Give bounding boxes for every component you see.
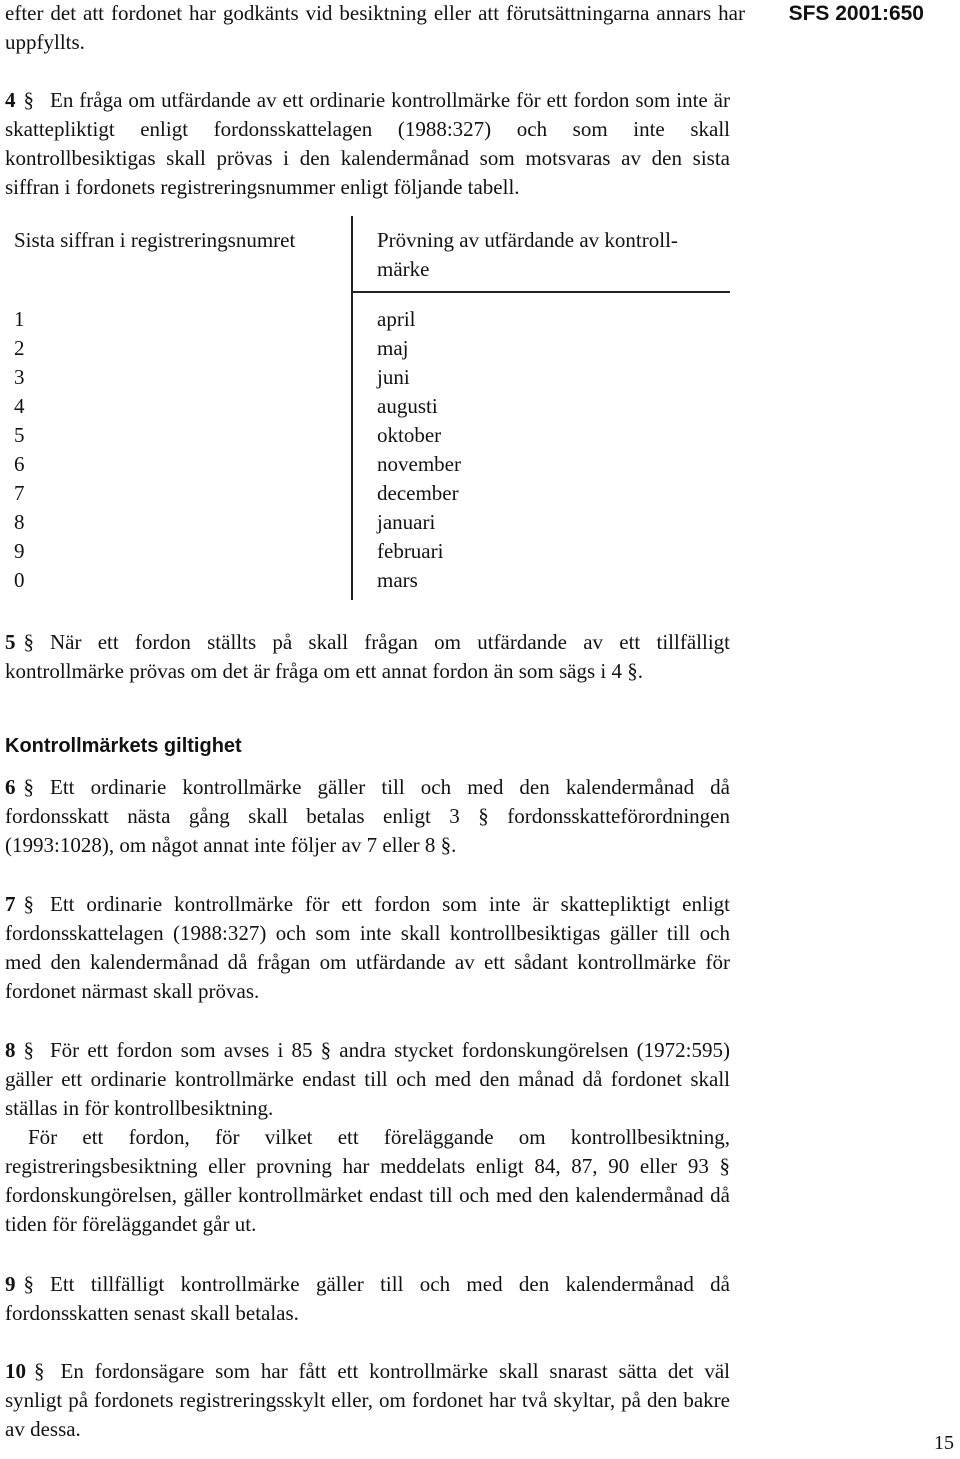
section-10 [5,1357,730,1444]
section-7 [5,890,730,1006]
table-header-left: Sista siffran i registreringsnumret [14,228,296,252]
section-5 [5,628,730,686]
table-digit: 5 [14,423,25,447]
section-symbol: § [23,1038,34,1062]
table-month: oktober [377,423,442,447]
section-text: En fråga om utfärdande av ett ordinarie kontrollmärke för ett fordon som inte är skattepliktigt enligt fordonsskattelagen (1988:327) och som inte skall kontrollbesiktigas skall prövas i den kalendermånad som motsvaras av den sista siffran i fordonets registreringsnummer enligt följande tabell. [5,88,730,199]
section-number: 4 [5,88,16,112]
page-number: 15 [934,1432,954,1454]
table-digit: 3 [14,365,25,389]
table-month-column [377,305,732,595]
section-symbol: § [23,775,34,799]
table-month: april [377,307,416,331]
section-number: 7 [5,892,16,916]
table-horizontal-divider [351,291,730,293]
section-number: 9 [5,1272,16,1296]
table-digit: 0 [14,568,25,592]
section-symbol: § [23,630,34,654]
section-number: 5 [5,630,16,654]
table-digit-column [14,305,25,595]
section-text-continued: För ett fordon, för vilket ett föreläggande om kontrollbesiktning, registreringsbesiktning eller provning har meddelats enligt 84, 87, 90 eller 93 § fordonskungörelsen, gäller kontrollmärket endast till och med den kalendermånad då tiden för föreläggandet går ut. [5,1125,730,1236]
section-text: En fordonsägare som har fått ett kontrollmärke skall snarast sätta det väl synligt på fordonets registreringsskylt eller, om fordonet har två skyltar, på den bakre av dessa. [5,1359,730,1441]
document-id: SFS 2001:650 [788,2,924,25]
table-vertical-divider [351,216,353,600]
table-digit: 6 [14,452,25,476]
section-4 [5,86,730,202]
table-header-right-line2: märke [377,257,430,281]
section-8 [5,1036,730,1239]
section-6 [5,773,730,860]
section-symbol: § [23,892,34,916]
table-month: augusti [377,394,438,418]
table-month: februari [377,539,444,563]
continued-text: efter det att fordonet har godkänts vid besiktning eller att förutsättningarna annars har uppfyllts. [5,1,745,54]
section-symbol: § [34,1359,45,1383]
section-heading: Kontrollmärkets giltighet [5,735,242,757]
section-number: 10 [5,1359,26,1383]
section-text: Ett ordinarie kontrollmärke för ett fordon som inte är skattepliktigt enligt fordonsskattelagen (1988:327) och som inte skall kontrollbesiktigas gäller till och med den kalendermånad då frågan om utfärdande av ett sådant kontrollmärke för fordonet närmast skall prövas. [5,892,730,1003]
table-month: november [377,452,461,476]
section-number: 6 [5,775,16,799]
section-symbol: § [23,1272,34,1296]
section-symbol: § [23,88,34,112]
table-digit: 1 [14,307,25,331]
section-text: För ett fordon som avses i 85 § andra stycket fordonskungörelsen (1972:595) gäller ett ordinarie kontrollmärke endast till och med den månad då fordonet skall ställas in för kontrollbesiktning. [5,1038,730,1120]
table-month: juni [377,365,410,389]
table-month: maj [377,336,409,360]
section-number: 8 [5,1038,16,1062]
table-digit: 4 [14,394,25,418]
table-header-right [377,226,732,284]
table-month: januari [377,510,436,534]
section-9 [5,1270,730,1328]
table-digit: 2 [14,336,25,360]
section-text: När ett fordon ställts på skall frågan om utfärdande av ett tillfälligt kontrollmärke prövas om det är fråga om ett annat fordon än som sägs i 4 §. [5,630,730,683]
table-digit: 7 [14,481,25,505]
table-month: mars [377,568,418,592]
section-text: Ett tillfälligt kontrollmärke gäller till och med den kalendermånad då fordonsskatten senast skall betalas. [5,1272,730,1325]
table-digit: 8 [14,510,25,534]
table-digit: 9 [14,539,25,563]
section-text: Ett ordinarie kontrollmärke gäller till och med den kalendermånad då fordonsskatt nästa gång skall betalas enligt 3 § fordonsskatteförordningen (1993:1028), om något annat inte följer av 7 eller 8 §. [5,775,730,857]
table-header-right-line1: Prövning av utfärdande av kontroll- [377,228,678,252]
table-month: december [377,481,459,505]
